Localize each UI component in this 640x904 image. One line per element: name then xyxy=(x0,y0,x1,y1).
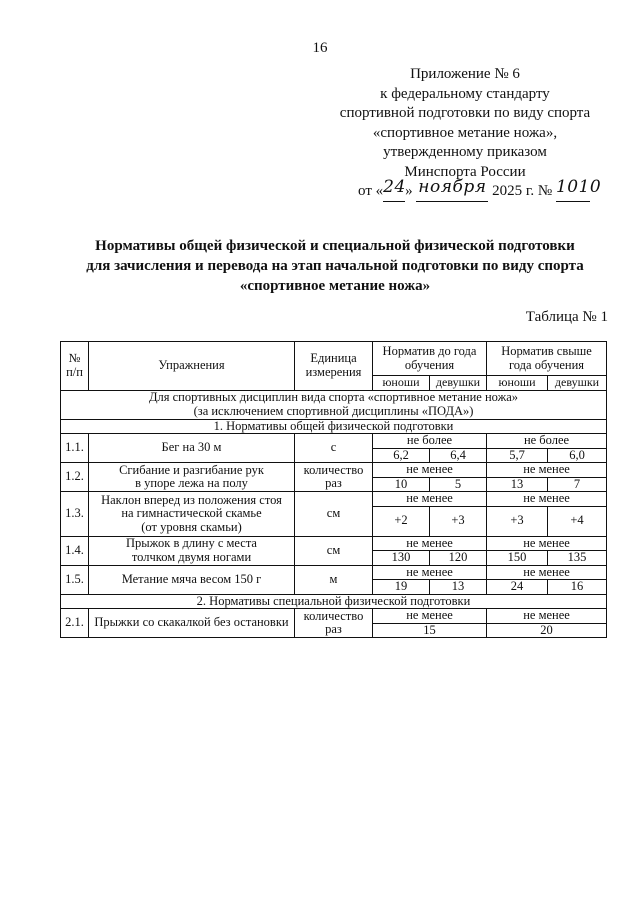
row-unit-line: количество xyxy=(303,608,364,623)
value-cell: 150 xyxy=(487,551,548,566)
row-condition: не менее xyxy=(487,463,607,478)
row-condition: не менее xyxy=(487,565,607,580)
row-exercise-line: (от уровня скамьи) xyxy=(141,519,242,534)
row-condition: не менее xyxy=(373,463,487,478)
row-condition: не менее xyxy=(373,492,487,507)
row-unit-line: количество xyxy=(303,462,364,477)
table-row xyxy=(61,492,607,507)
row-unit: см xyxy=(295,536,373,565)
value-cell: 19 xyxy=(373,580,430,595)
table-row xyxy=(61,536,607,551)
date-month-field xyxy=(416,176,488,202)
table-label: Таблица № 1 xyxy=(525,309,608,325)
table-row xyxy=(61,434,607,449)
value-cell: +3 xyxy=(430,506,487,536)
row-unit: м xyxy=(295,565,373,594)
value-cell: 135 xyxy=(548,551,607,566)
row-condition: не менее xyxy=(373,536,487,551)
row-condition: не менее xyxy=(487,609,607,624)
row-unit: с xyxy=(295,434,373,463)
header-girls: девушки xyxy=(548,376,607,391)
date-day-field xyxy=(383,176,406,202)
section1-title: 1. Нормативы общей физической подготовки xyxy=(61,419,607,434)
value-cell: 16 xyxy=(548,580,607,595)
order-number-field xyxy=(555,176,602,202)
title-line: Нормативы общей физической и специальной физической подготовки xyxy=(95,238,575,254)
order-number-handwritten: 1010 xyxy=(555,176,602,197)
row-condition: не менее xyxy=(373,565,487,580)
header-boys: юноши xyxy=(487,376,548,391)
value-cell: 6,2 xyxy=(373,448,430,463)
header-unit: Единица измерения xyxy=(295,342,373,391)
header-group-first-year: Норматив до года обучения xyxy=(373,342,487,376)
value-cell: 10 xyxy=(373,477,430,492)
value-cell: 7 xyxy=(548,477,607,492)
row-num: 1.1. xyxy=(61,434,89,463)
row-condition: не более xyxy=(487,434,607,449)
appendix-line: спортивной подготовки по виду спорта xyxy=(339,105,591,121)
document-title xyxy=(40,236,630,296)
row-num: 1.4. xyxy=(61,536,89,565)
row-num: 1.2. xyxy=(61,463,89,492)
row-unit-line: раз xyxy=(325,622,342,636)
row-num: 1.5. xyxy=(61,565,89,594)
appendix-line: к федеральному стандарту xyxy=(380,85,550,102)
value-cell: 5 xyxy=(430,477,487,492)
appendix-line: утвержденному приказом xyxy=(383,144,547,160)
table-row xyxy=(61,609,607,624)
row-exercise-line: Наклон вперед из положения стоя xyxy=(101,492,282,507)
appendix-block xyxy=(330,65,600,202)
row-condition: не более xyxy=(373,434,487,449)
date-prefix: от « xyxy=(358,183,384,199)
date-mid: » xyxy=(405,183,413,199)
value-cell: 15 xyxy=(373,623,487,638)
header-num: № п/п xyxy=(61,342,89,391)
title-line: для зачисления и перевода на этап начальной подготовки по виду спорта xyxy=(86,258,584,274)
header-boys: юноши xyxy=(373,376,430,391)
header-row xyxy=(61,342,607,376)
value-cell: 13 xyxy=(487,477,548,492)
value-cell: 130 xyxy=(373,551,430,566)
section-title-row xyxy=(61,594,607,609)
value-cell: 120 xyxy=(430,551,487,566)
table-row xyxy=(61,463,607,478)
value-cell: 6,0 xyxy=(548,448,607,463)
value-cell: +2 xyxy=(373,506,430,536)
row-exercise-line: толчком двумя ногами xyxy=(131,549,252,564)
row-exercise-line: Прыжок в длину с места xyxy=(126,536,257,550)
value-cell: 6,4 xyxy=(430,448,487,463)
value-cell: +4 xyxy=(548,506,607,536)
title-line: «спортивное метание ножа» xyxy=(239,278,431,294)
date-month-handwritten: ноября xyxy=(418,176,487,197)
row-num: 1.3. xyxy=(61,492,89,537)
date-day-handwritten: 24 xyxy=(383,176,406,197)
row-unit-line: раз xyxy=(325,476,342,490)
row-num: 2.1. xyxy=(61,609,89,638)
row-exercise-line: Сгибание и разгибание рук xyxy=(119,462,264,477)
section-title-row xyxy=(61,419,607,434)
header-group-over-year: Норматив свыше года обучения xyxy=(487,342,607,376)
section-intro-line: Для спортивных дисциплин вида спорта «спортивное метание ножа» xyxy=(149,390,519,404)
date-year-text: 2025 г. № xyxy=(492,183,553,199)
section-intro-row xyxy=(61,390,607,419)
row-exercise-line: в упоре лежа на полу xyxy=(135,476,248,490)
row-exercise: Прыжки со скакалкой без остановки xyxy=(89,609,295,638)
section2-title: 2. Нормативы специальной физической подготовки xyxy=(61,594,607,609)
row-exercise: Бег на 30 м xyxy=(89,434,295,463)
row-condition: не менее xyxy=(373,609,487,624)
appendix-line: Приложение № 6 xyxy=(410,66,520,82)
row-condition: не менее xyxy=(487,536,607,551)
row-exercise: Метание мяча весом 150 г xyxy=(89,565,295,594)
row-unit: см xyxy=(295,492,373,537)
page-number: 16 xyxy=(312,40,328,56)
header-exercise: Упражнения xyxy=(89,342,295,391)
value-cell: 24 xyxy=(487,580,548,595)
order-date-line xyxy=(330,176,602,202)
appendix-line: «спортивное метание ножа», xyxy=(372,124,558,141)
table-row xyxy=(61,565,607,580)
norms-table xyxy=(60,341,607,638)
value-cell: 13 xyxy=(430,580,487,595)
value-cell: +3 xyxy=(487,506,548,536)
section-intro-line: (за исключением спортивной дисциплины «ПОДА») xyxy=(193,403,474,418)
row-exercise-line: на гимнастической скамье xyxy=(121,506,262,520)
row-condition: не менее xyxy=(487,492,607,507)
value-cell: 20 xyxy=(487,623,607,638)
value-cell: 5,7 xyxy=(487,448,548,463)
header-girls: девушки xyxy=(430,376,487,391)
appendix-line: Минспорта России xyxy=(404,163,526,180)
